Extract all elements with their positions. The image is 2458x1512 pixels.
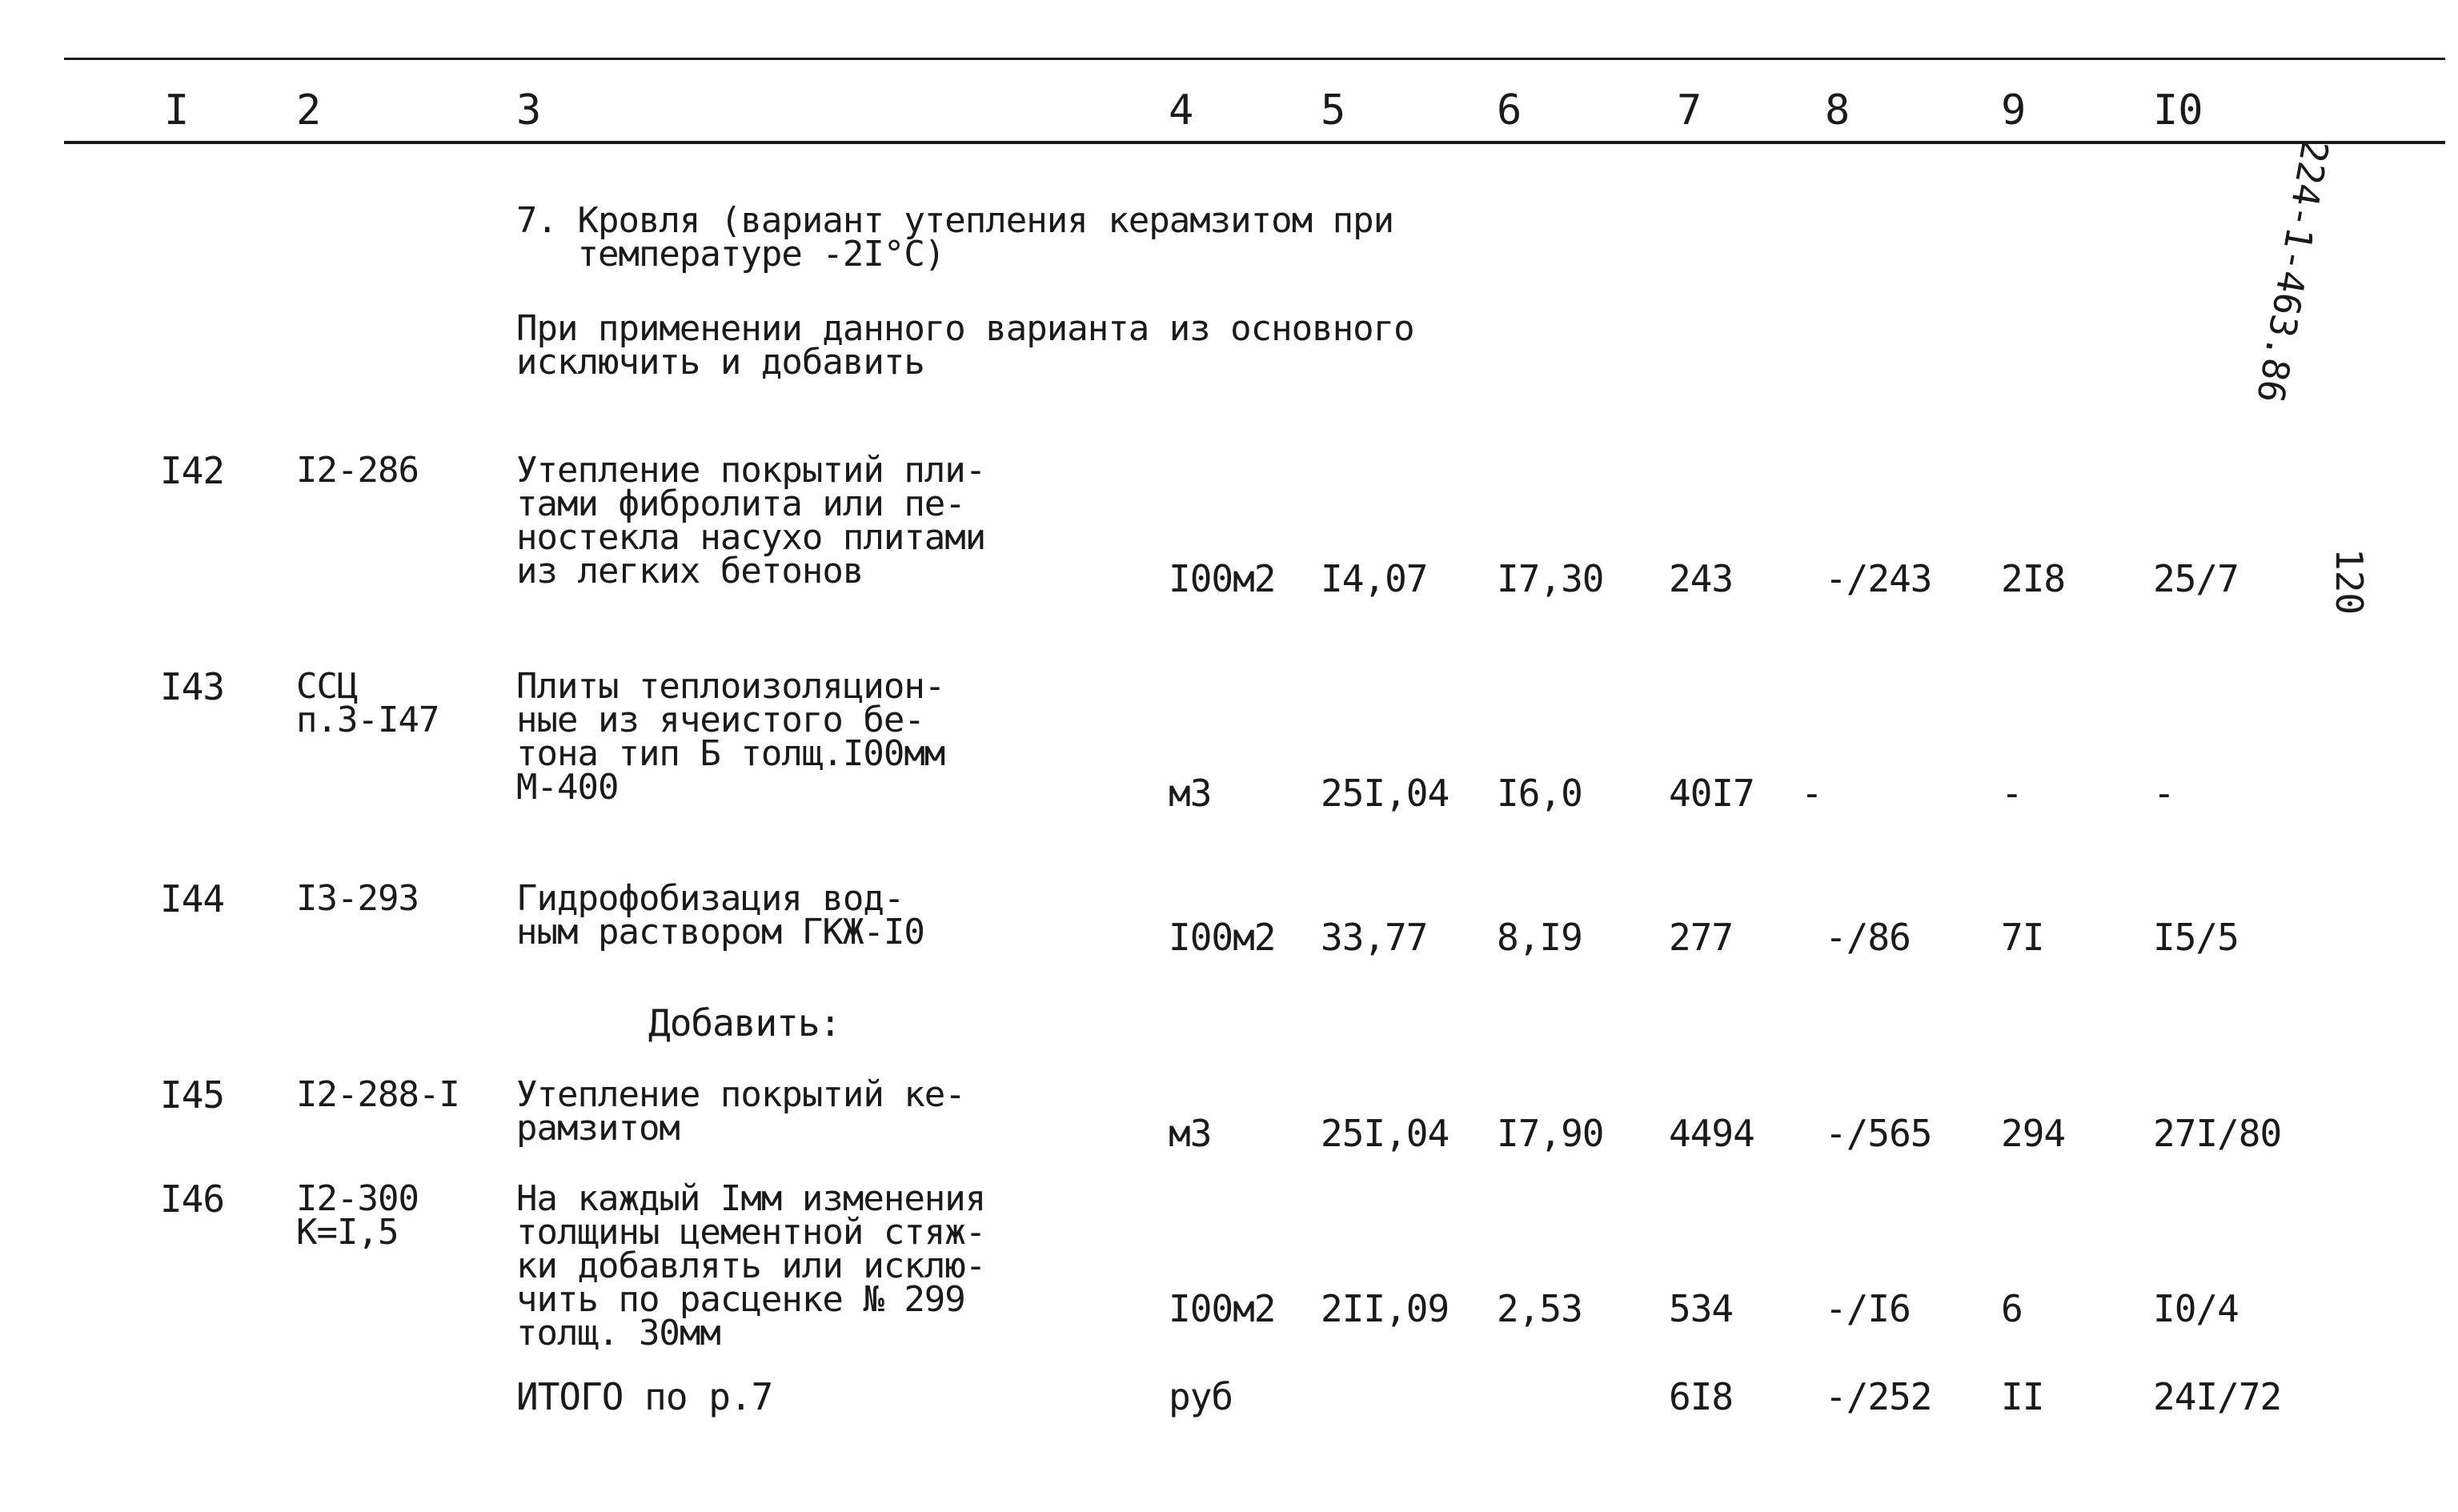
row-col9: 294 bbox=[2001, 1112, 2066, 1155]
row-total: 243 bbox=[1669, 557, 1734, 600]
row-number: I43 bbox=[160, 665, 225, 708]
row-code: ССЦ п.3-I47 bbox=[296, 666, 439, 740]
section-note: При применении данного варианта из основного исключить и добавить bbox=[516, 308, 1414, 383]
row-number: I42 bbox=[160, 449, 225, 492]
col-header-8: 8 bbox=[1825, 86, 1851, 134]
col-header-5: 5 bbox=[1321, 86, 1346, 134]
row-col9: 2I8 bbox=[2001, 557, 2066, 600]
row-col8: -/243 bbox=[1825, 557, 1932, 600]
row-code: I2-300 К=I,5 bbox=[296, 1178, 419, 1253]
col-header-10: I0 bbox=[2153, 86, 2203, 134]
row-number: I44 bbox=[160, 877, 225, 920]
add-label: Добавить: bbox=[648, 1001, 841, 1045]
section-title: 7. Кровля (вариант утепления керамзитом при температуре -2I°С) bbox=[516, 200, 1394, 275]
col-header-2: 2 bbox=[296, 86, 322, 134]
row-col10: 25/7 bbox=[2153, 557, 2239, 600]
row-description: Гидрофобизация вод- ным раствором ГКЖ-I0 bbox=[516, 878, 924, 953]
row-description: Утепление покрытий пли- тами фибролита или пе- ностекла насухо плитами из легких бетонов bbox=[516, 450, 986, 592]
row-number: I45 bbox=[160, 1073, 225, 1117]
row-description: Утепление покрытий ке- рамзитом bbox=[516, 1074, 965, 1149]
row-unit: м3 bbox=[1169, 1112, 1212, 1155]
row-col8: -/86 bbox=[1825, 916, 1911, 959]
row-quantity: 25I,04 bbox=[1321, 772, 1450, 815]
row-quantity: 33,77 bbox=[1321, 916, 1428, 959]
row-quantity: I4,07 bbox=[1321, 557, 1428, 600]
col-header-7: 7 bbox=[1677, 86, 1702, 134]
row-total: 40I7 bbox=[1669, 772, 1754, 815]
col-header-1: I bbox=[164, 86, 190, 134]
row-unit: I00м2 bbox=[1169, 1287, 1276, 1330]
row-unit-price: 2,53 bbox=[1497, 1287, 1582, 1330]
header-rule bbox=[64, 141, 2445, 144]
col-header-6: 6 bbox=[1497, 86, 1522, 134]
row-col9: 7I bbox=[2001, 916, 2044, 959]
row-col8: -/565 bbox=[1825, 1112, 1932, 1155]
row-unit: I00м2 bbox=[1169, 557, 1276, 600]
row-col9: - bbox=[2001, 772, 2023, 815]
row-unit-price: I7,90 bbox=[1497, 1112, 1604, 1155]
row-col10: I5/5 bbox=[2153, 916, 2239, 959]
row-col8: - bbox=[1801, 772, 1822, 815]
col-header-9: 9 bbox=[2001, 86, 2027, 134]
side-page-number: 120 bbox=[2328, 548, 2371, 616]
total-col8: -/252 bbox=[1825, 1375, 1932, 1418]
row-code: I3-293 bbox=[296, 878, 419, 919]
row-col10: 27I/80 bbox=[2153, 1112, 2282, 1155]
row-unit-price: 8,I9 bbox=[1497, 916, 1582, 959]
row-number: I46 bbox=[160, 1177, 225, 1221]
row-description: Плиты теплоизоляцион- ные из ячеистого бе- тона тип Б толщ.I00мм М-400 bbox=[516, 666, 945, 808]
total-value: 6I8 bbox=[1669, 1375, 1734, 1418]
row-total: 534 bbox=[1669, 1287, 1734, 1330]
row-total: 277 bbox=[1669, 916, 1734, 959]
top-rule bbox=[64, 58, 2445, 60]
row-total: 4494 bbox=[1669, 1112, 1754, 1155]
col-header-4: 4 bbox=[1169, 86, 1194, 134]
total-col10: 24I/72 bbox=[2153, 1375, 2282, 1418]
row-unit: I00м2 bbox=[1169, 916, 1276, 959]
row-col9: 6 bbox=[2001, 1287, 2023, 1330]
row-unit-price: I7,30 bbox=[1497, 557, 1604, 600]
row-col10: I0/4 bbox=[2153, 1287, 2239, 1330]
row-description: На каждый Iмм изменения толщины цементной стяж- ки добавлять или исклю- чить по расценке № 299 толщ. 30мм bbox=[516, 1178, 986, 1354]
col-header-3: 3 bbox=[516, 86, 542, 134]
row-quantity: 25I,04 bbox=[1321, 1112, 1450, 1155]
row-unit: м3 bbox=[1169, 772, 1212, 815]
row-code: I2-286 bbox=[296, 450, 419, 491]
row-quantity: 2II,09 bbox=[1321, 1287, 1450, 1330]
total-col9: II bbox=[2001, 1375, 2044, 1418]
row-col8: -/I6 bbox=[1825, 1287, 1911, 1330]
row-unit-price: I6,0 bbox=[1497, 772, 1582, 815]
total-label: ИТОГО по р.7 bbox=[516, 1375, 773, 1418]
total-unit: руб bbox=[1169, 1375, 1233, 1418]
row-col10: - bbox=[2153, 772, 2175, 815]
row-code: I2-288-I bbox=[296, 1074, 459, 1115]
side-doc-number: 224-1-463.86 bbox=[2248, 136, 2337, 407]
